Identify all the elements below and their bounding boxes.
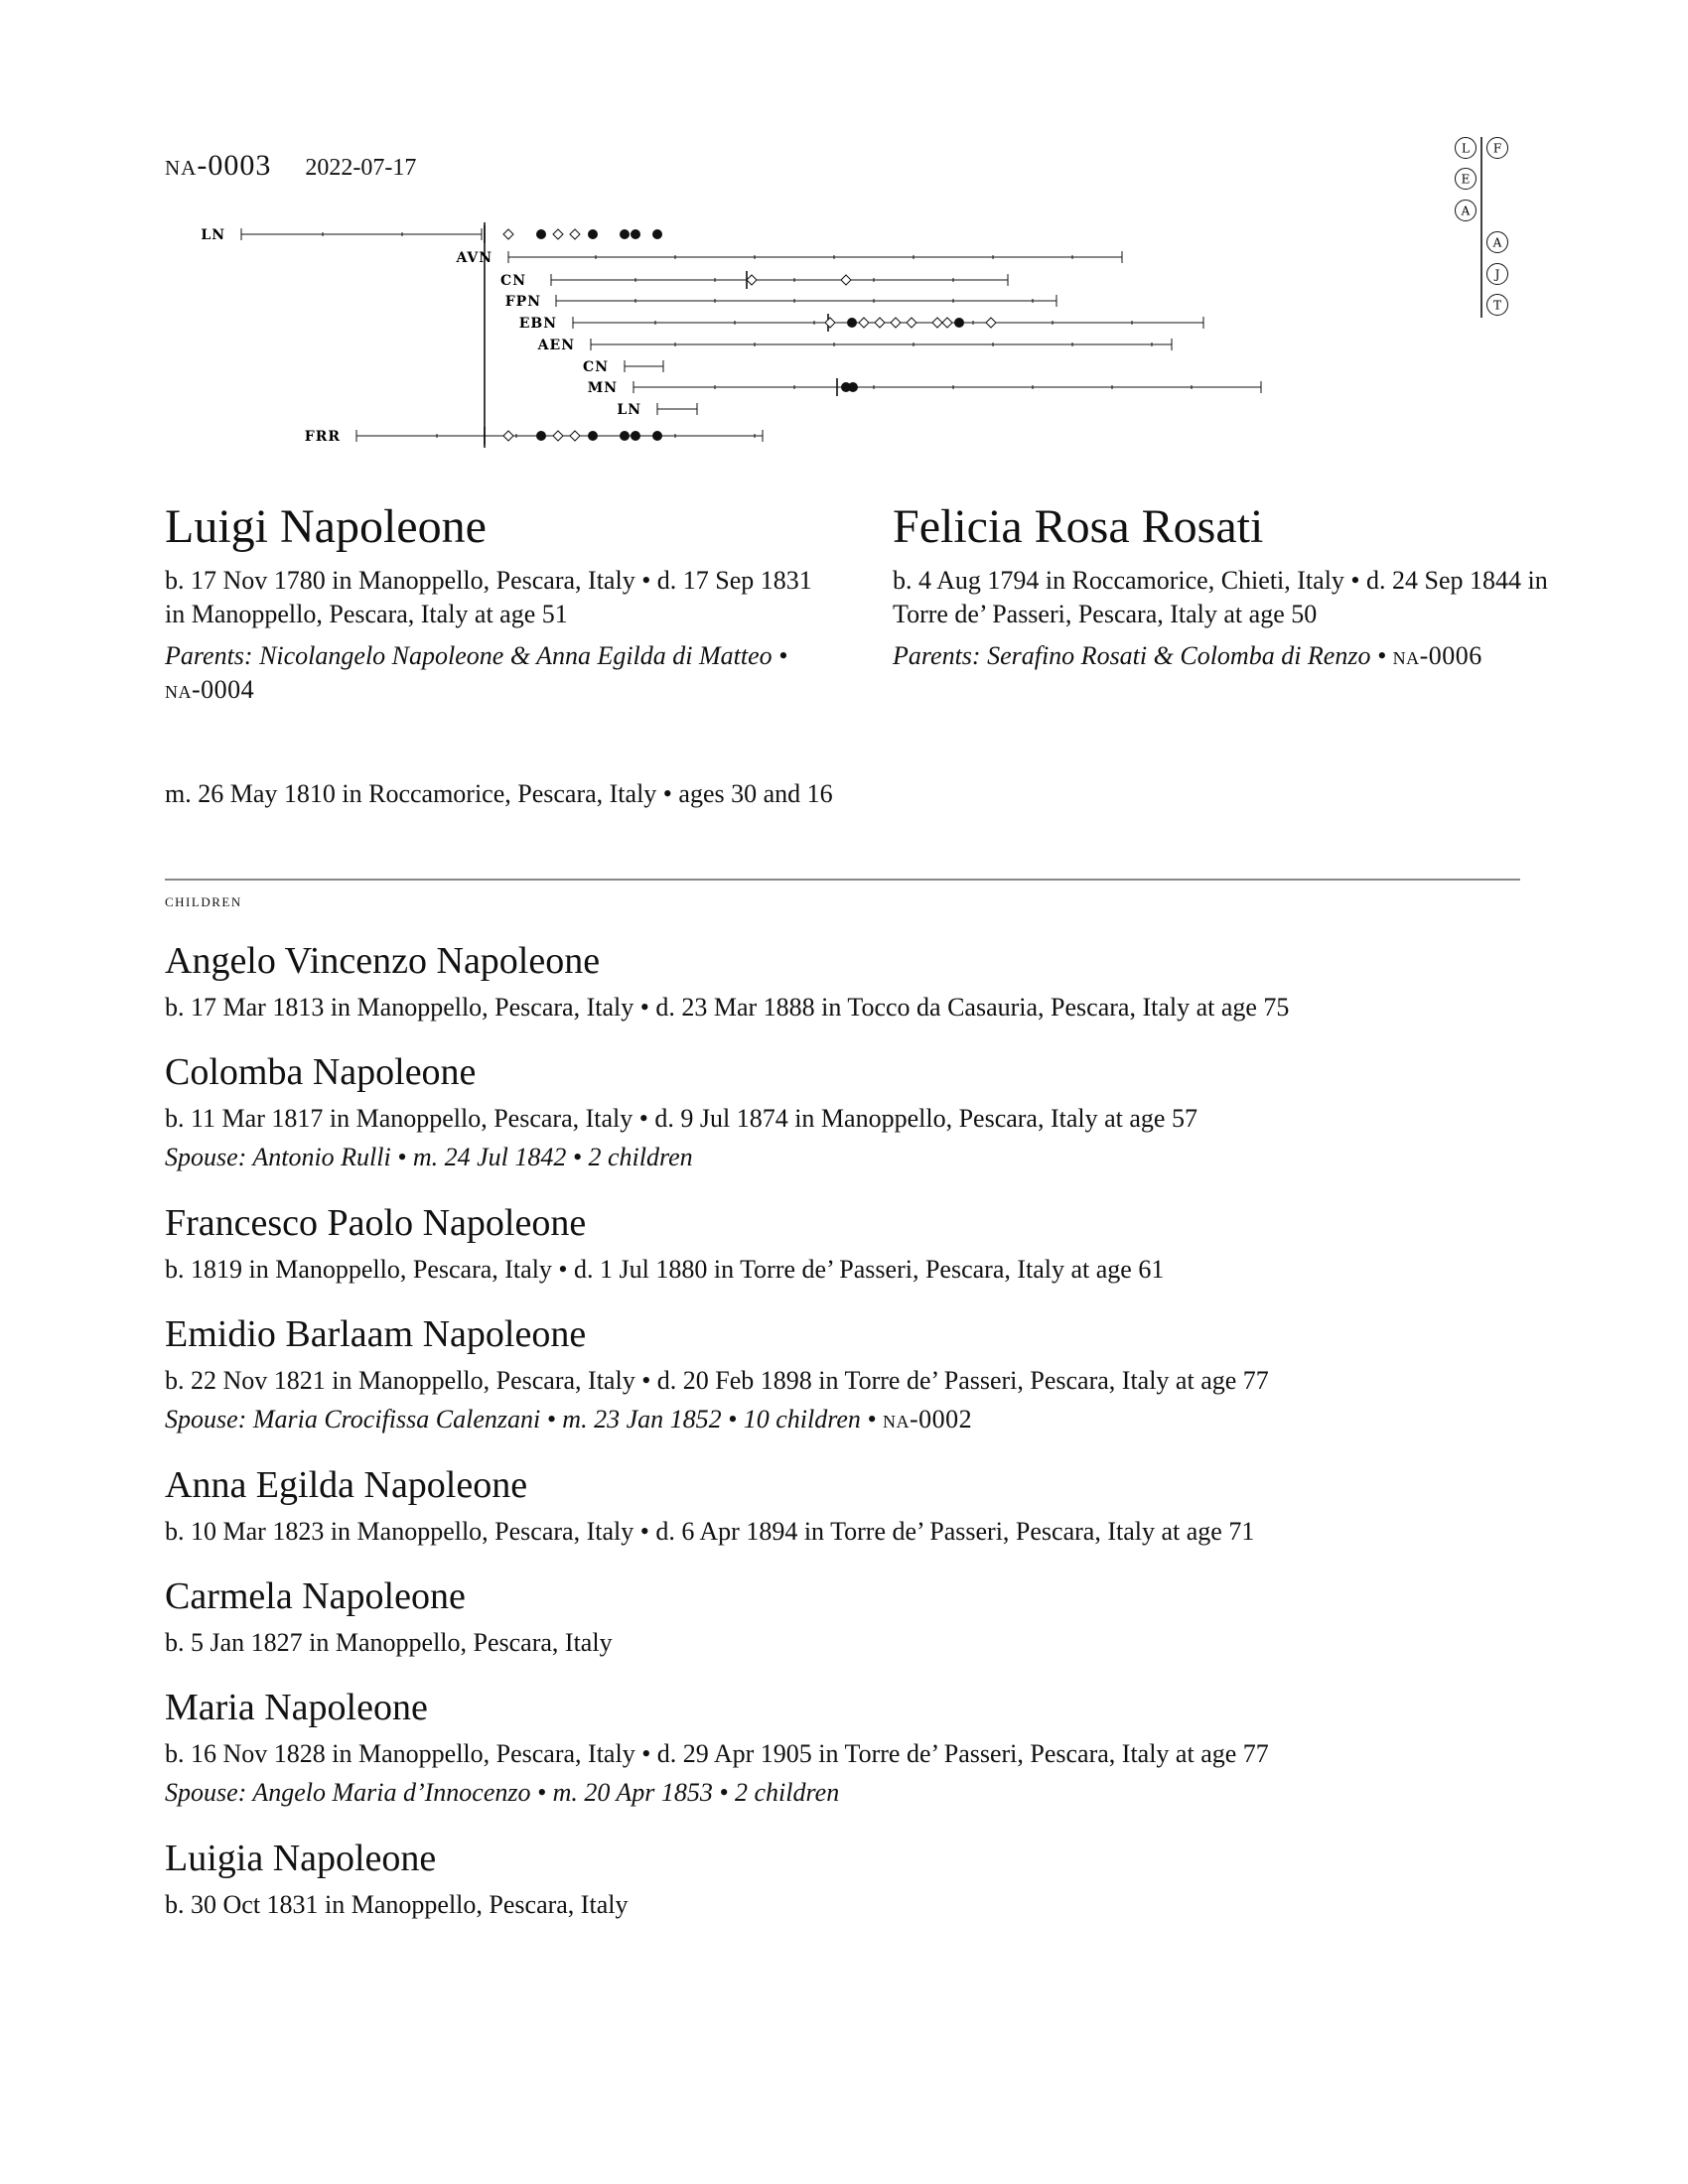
mother-parents: Parents: Serafino Rosati & Colomba di Renzo • na-0006 bbox=[893, 640, 1482, 670]
child-name: Maria Napoleone bbox=[165, 1687, 428, 1728]
child-birth-marker bbox=[847, 318, 857, 328]
child-entry bbox=[165, 1680, 1535, 1813]
timeline-label: EBN bbox=[518, 316, 557, 332]
child-entry bbox=[165, 1831, 1535, 1924]
timeline-label: LN bbox=[617, 402, 641, 418]
timeline-label: AEN bbox=[537, 338, 575, 353]
record-date: 2022-07-17 bbox=[305, 155, 417, 181]
child-life: b. 5 Jan 1827 in Manoppello, Pescara, Italy bbox=[165, 1628, 613, 1657]
children-list bbox=[165, 933, 1535, 1942]
child-spouse-text: Spouse: Maria Crocifissa Calenzani • m. 23 Jan 1852 • 10 children • bbox=[165, 1405, 877, 1433]
children-section-label: children bbox=[165, 890, 242, 911]
family-timeline bbox=[0, 0, 1688, 477]
child-name: Emidio Barlaam Napoleone bbox=[165, 1313, 587, 1355]
child-name: Carmela Napoleone bbox=[165, 1575, 466, 1617]
mother-panel bbox=[893, 501, 1548, 673]
section-divider bbox=[165, 879, 1520, 881]
legend-badge-letter: J bbox=[1494, 267, 1500, 282]
legend-badge-letter: E bbox=[1461, 172, 1471, 187]
child-birth-marker bbox=[503, 229, 513, 239]
legend-badge-letter: T bbox=[1492, 298, 1502, 313]
child-birth-marker bbox=[588, 229, 598, 239]
mother-parents-ref[interactable]: na-0006 bbox=[1392, 640, 1482, 670]
child-life: b. 17 Mar 1813 in Manoppello, Pescara, Italy • d. 23 Mar 1888 in Tocco da Casauria, Pescara, Italy at age 75 bbox=[165, 993, 1290, 1022]
child-name: Luigia Napoleone bbox=[165, 1838, 437, 1879]
child-name: Colomba Napoleone bbox=[165, 1051, 477, 1093]
child-life: b. 11 Mar 1817 in Manoppello, Pescara, Italy • d. 9 Jul 1874 in Manoppello, Pescara, Italy at age 57 bbox=[165, 1104, 1197, 1133]
child-family-ref[interactable]: na-0002 bbox=[883, 1405, 973, 1433]
marriage-line: m. 26 May 1810 in Roccamorice, Pescara, Italy • ages 30 and 16 bbox=[165, 779, 833, 808]
child-birth-marker bbox=[652, 431, 662, 441]
child-birth-marker bbox=[848, 382, 858, 392]
child-birth-marker bbox=[536, 431, 546, 441]
child-name: Francesco Paolo Napoleone bbox=[165, 1202, 587, 1244]
child-birth-marker bbox=[825, 318, 835, 328]
child-birth-marker bbox=[570, 431, 580, 441]
child-entry bbox=[165, 1457, 1535, 1551]
child-life: b. 22 Nov 1821 in Manoppello, Pescara, Italy • d. 20 Feb 1898 in Torre de’ Passeri, Pescara, Italy at age 77 bbox=[165, 1366, 1269, 1395]
child-birth-marker bbox=[570, 229, 580, 239]
child-birth-marker bbox=[907, 318, 916, 328]
child-entry bbox=[165, 1306, 1535, 1439]
child-life: b. 30 Oct 1831 in Manoppello, Pescara, Italy bbox=[165, 1890, 629, 1919]
record-id: na-0003 bbox=[165, 149, 272, 182]
timeline-label: FPN bbox=[504, 294, 541, 310]
child-birth-marker bbox=[588, 431, 598, 441]
child-birth-marker bbox=[536, 229, 546, 239]
legend-badge-letter: A bbox=[1492, 235, 1502, 250]
timeline-label: CN bbox=[500, 273, 526, 289]
child-spouse-text: Spouse: Angelo Maria d’Innocenzo • m. 20 Apr 1853 • 2 children bbox=[165, 1778, 840, 1807]
mother-name: Felicia Rosa Rosati bbox=[893, 500, 1264, 553]
child-birth-marker bbox=[747, 275, 757, 285]
child-entry bbox=[165, 933, 1535, 1026]
father-parents-ref[interactable]: na-0004 bbox=[165, 674, 255, 704]
mother-life: b. 4 Aug 1794 in Roccamorice, Chieti, Italy • d. 24 Sep 1844 in Torre de’ Passeri, Pescara, Italy at age 50 bbox=[893, 565, 1548, 628]
child-entry bbox=[165, 1195, 1535, 1289]
timeline-label: AVN bbox=[456, 250, 492, 266]
mother-parents-text: Parents: Serafino Rosati & Colomba di Renzo bbox=[893, 640, 1371, 670]
child-birth-marker bbox=[942, 318, 952, 328]
timeline-label: CN bbox=[583, 359, 609, 375]
child-name: Anna Egilda Napoleone bbox=[165, 1464, 528, 1506]
legend-badge-letter: A bbox=[1461, 204, 1471, 218]
child-life: b. 16 Nov 1828 in Manoppello, Pescara, Italy • d. 29 Apr 1905 in Torre de’ Passeri, Pescara, Italy at age 77 bbox=[165, 1739, 1269, 1768]
child-birth-marker bbox=[620, 229, 630, 239]
child-birth-marker bbox=[553, 229, 563, 239]
timeline-label: LN bbox=[201, 227, 225, 243]
child-spouse-text: Spouse: Antonio Rulli • m. 24 Jul 1842 • 2 children bbox=[165, 1143, 693, 1171]
child-birth-marker bbox=[954, 318, 964, 328]
child-birth-marker bbox=[553, 431, 563, 441]
father-panel bbox=[165, 501, 820, 707]
father-parents-text: Parents: Nicolangelo Napoleone & Anna Egilda di Matteo bbox=[165, 640, 773, 670]
father-parents: Parents: Nicolangelo Napoleone & Anna Egilda di Matteo • na-0004 bbox=[165, 640, 788, 704]
child-entry bbox=[165, 1044, 1535, 1177]
father-name: Luigi Napoleone bbox=[165, 500, 487, 553]
child-spouse bbox=[165, 1773, 1535, 1813]
child-birth-marker bbox=[859, 318, 869, 328]
child-birth-marker bbox=[631, 431, 640, 441]
legend-badge-letter: F bbox=[1492, 141, 1502, 156]
child-spouse bbox=[165, 1138, 1535, 1177]
child-life: b. 1819 in Manoppello, Pescara, Italy • d. 1 Jul 1880 in Torre de’ Passeri, Pescara, Italy at age 61 bbox=[165, 1255, 1165, 1284]
child-birth-marker bbox=[503, 431, 513, 441]
child-birth-marker bbox=[631, 229, 640, 239]
timeline-label: MN bbox=[587, 380, 618, 396]
timeline-label: FRR bbox=[304, 429, 341, 445]
legend-badge-letter: L bbox=[1462, 141, 1470, 156]
child-name: Angelo Vincenzo Napoleone bbox=[165, 940, 601, 982]
child-birth-marker bbox=[620, 431, 630, 441]
child-entry bbox=[165, 1569, 1535, 1662]
child-birth-marker bbox=[932, 318, 942, 328]
father-life: b. 17 Nov 1780 in Manoppello, Pescara, Italy • d. 17 Sep 1831 in Manoppello, Pescara, Italy at age 51 bbox=[165, 565, 812, 628]
child-birth-marker bbox=[875, 318, 885, 328]
child-birth-marker bbox=[986, 318, 996, 328]
child-birth-marker bbox=[841, 275, 851, 285]
child-life: b. 10 Mar 1823 in Manoppello, Pescara, Italy • d. 6 Apr 1894 in Torre de’ Passeri, Pescara, Italy at age 71 bbox=[165, 1517, 1255, 1546]
child-birth-marker bbox=[652, 229, 662, 239]
child-spouse bbox=[165, 1400, 1535, 1439]
child-birth-marker bbox=[891, 318, 901, 328]
